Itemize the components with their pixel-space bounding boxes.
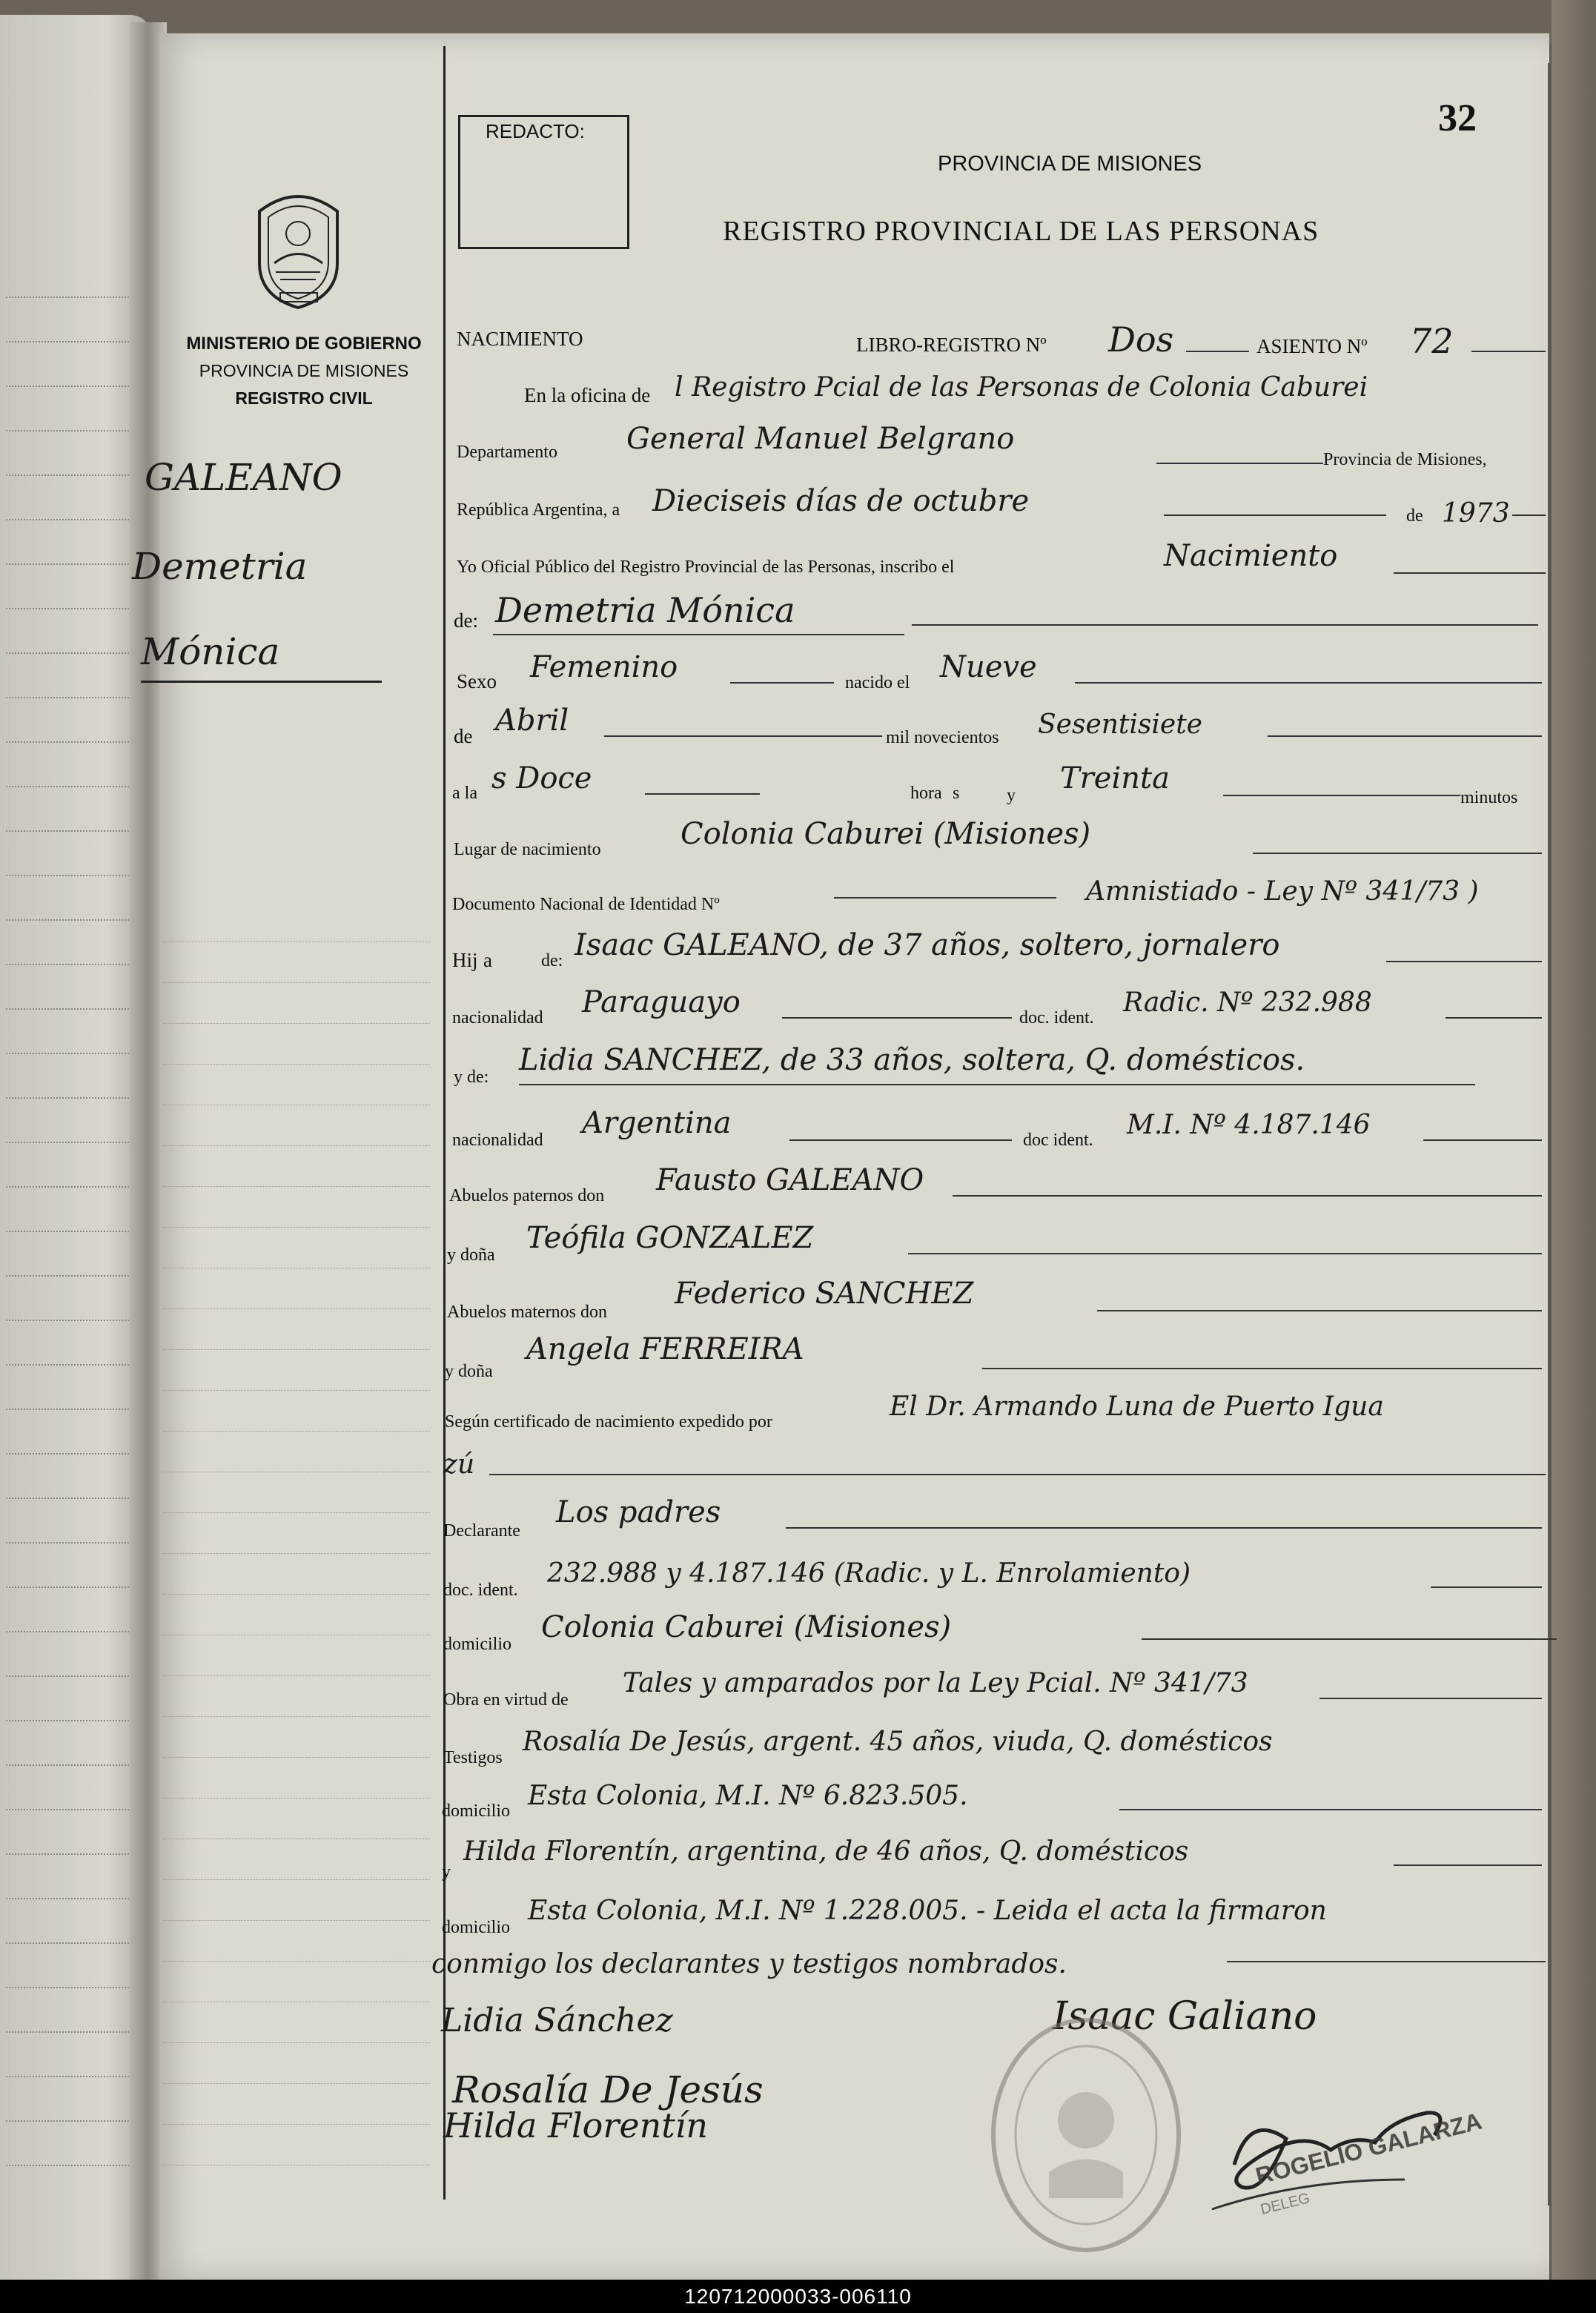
page-rule (6, 297, 147, 298)
margin-second-name: Mónica (141, 630, 280, 673)
fill-line (1097, 1310, 1542, 1311)
mes-value: Abril (495, 704, 569, 738)
margin-rule (163, 1431, 430, 1432)
abuelo-mat-value: Federico SANCHEZ (675, 1277, 974, 1311)
fill-line (908, 1253, 1542, 1254)
margin-rule (163, 1023, 430, 1024)
page-rule (6, 2165, 147, 2166)
page-rule (6, 1008, 147, 1010)
fill-line (604, 735, 882, 737)
page-rule (6, 1275, 147, 1277)
asiento-label: ASIENTO Nº (1256, 335, 1368, 357)
fill-line (1423, 1139, 1542, 1141)
oficina-label: En la oficina de (524, 384, 651, 406)
margin-rule (163, 1961, 430, 1962)
page-rule (6, 519, 147, 520)
page-rule (6, 1097, 147, 1099)
nac1-label: nacionalidad (452, 1008, 543, 1028)
fill-line (1512, 514, 1546, 516)
fill-line (1394, 1864, 1542, 1866)
horas-label: hora (910, 784, 942, 803)
margin-rule (163, 1064, 430, 1065)
horas-suffix: s (953, 784, 960, 803)
registry-title: REGISTRO PROVINCIAL DE LAS PERSONAS (723, 216, 1319, 247)
provincia-label: Provincia de Misiones, (1323, 450, 1487, 469)
margin-rule (163, 1308, 430, 1309)
ministry-header (170, 330, 437, 412)
nac2-value: Argentina (582, 1106, 732, 1140)
margin-rule (163, 1879, 430, 1880)
dom2-value: Esta Colonia, M.I. Nº 1.228.005. - Leida el acta la firmaron (528, 1896, 1327, 1926)
libro-value: Dos (1108, 320, 1174, 360)
margin-first-name: Demetria (132, 545, 308, 588)
official-name-stamp: ROGELIO GALARZA (1253, 2107, 1485, 2190)
margin-rule (163, 1675, 430, 1676)
de-label: de (1406, 506, 1423, 526)
margin-rule (163, 1594, 430, 1595)
official-title-stamp: DELEG (1259, 2190, 1312, 2218)
province-title: PROVINCIA DE MISIONES (938, 152, 1202, 176)
margin-rule (163, 1145, 430, 1146)
fill-line (489, 1474, 1546, 1475)
fill-line (1431, 1586, 1542, 1588)
margin-surname: GALEANO (145, 456, 342, 499)
ala-label: a la (452, 784, 477, 803)
ydona1-label: y doña (447, 1245, 495, 1265)
right-border (1548, 63, 1549, 2206)
hora-value: s Doce (491, 761, 592, 795)
fill-line (1319, 1698, 1542, 1699)
fill-line (1386, 961, 1542, 962)
republica-label: República Argentina, a (457, 500, 620, 520)
fill-line (730, 682, 834, 684)
fill-line (1394, 572, 1546, 574)
abuelo-pat-value: Fausto GALEANO (656, 1163, 924, 1197)
lugar-label: Lugar de nacimiento (454, 840, 601, 859)
margin-rule (163, 1798, 430, 1799)
fill-line (953, 1195, 1542, 1197)
fill-line (519, 1084, 1475, 1085)
signature-mother: Lidia Sánchez (441, 2002, 673, 2039)
cierre-value: conmigo los declarantes y testigos nombrados. (431, 1949, 1067, 1979)
fill-line (1164, 514, 1386, 516)
official-stamp-icon (979, 1994, 1193, 2261)
fill-line (1471, 351, 1546, 352)
margin-rule (163, 1920, 430, 1921)
page-rule (6, 830, 147, 832)
record-type: NACIMIENTO (457, 328, 583, 350)
certificado-value2: zú (443, 1449, 475, 1480)
abuelos-pat-label: Abuelos paternos don (449, 1186, 605, 1205)
fill-line (1186, 351, 1249, 352)
margin-rule (163, 1716, 430, 1717)
fill-line (645, 793, 760, 795)
page-rule (6, 741, 147, 743)
testigo2-value: Hilda Florentín, argentina, de 46 años, Q. domésticos (463, 1836, 1189, 1867)
page-rule (6, 2120, 147, 2122)
page-rule (6, 1631, 147, 1632)
margin-rule (163, 1227, 430, 1228)
testigos-label: Testigos (443, 1748, 503, 1767)
year-value: 1973 (1442, 498, 1510, 529)
page-rule (6, 1764, 147, 1766)
page-rule (6, 341, 147, 343)
page-rule (6, 919, 147, 921)
certificado-value: El Dr. Armando Luna de Puerto Igua (890, 1392, 1384, 1422)
minutos-label: minutos (1460, 788, 1518, 807)
dom1-value: Esta Colonia, M.I. Nº 6.823.505. (528, 1781, 968, 1811)
fill-line (1119, 1809, 1542, 1810)
page-rule (6, 1853, 147, 1855)
dom1-label: domicilio (442, 1801, 510, 1821)
margin-rule (163, 1186, 430, 1187)
page-rule (6, 1542, 147, 1543)
margin-rule (163, 1512, 430, 1513)
page-rule (6, 430, 147, 431)
name-underline (493, 634, 904, 635)
page-rule (6, 1320, 147, 1321)
page-rule (6, 474, 147, 476)
signature-father: Isaac Galiano (1053, 1994, 1317, 2039)
document-code: 120712000033-006110 (684, 2284, 912, 2308)
obra-label: Obra en virtud de (443, 1690, 569, 1710)
page-rule (6, 1942, 147, 1944)
inscribo-value: Nacimiento (1164, 539, 1338, 573)
footer-bar (0, 2280, 1596, 2313)
margin-rule (163, 982, 430, 983)
dni-value: Amnistiado - Ley Nº 341/73 ) (1086, 876, 1479, 907)
page-rule (6, 1809, 147, 1810)
nombre-value: Demetria Mónica (495, 590, 795, 630)
signature-witness2: Hilda Florentín (443, 2105, 709, 2145)
hija-de-label: de: (541, 951, 563, 970)
doc2-value: M.I. Nº 4.187.146 (1127, 1110, 1371, 1140)
yde-label: y de: (454, 1068, 489, 1087)
page-rule (6, 1498, 147, 1499)
nac1-value: Paraguayo (582, 985, 741, 1019)
y2-label: y (442, 1862, 451, 1882)
margin-rule (163, 2042, 430, 2043)
page-rule (6, 1586, 147, 1588)
sexo-value: Femenino (530, 650, 678, 684)
fill-line (789, 1139, 1012, 1141)
fill-line (1268, 735, 1542, 737)
page-rule (6, 1720, 147, 1721)
fill-line (1156, 463, 1323, 464)
madre-value: Lidia SANCHEZ, de 33 años, soltera, Q. domésticos. (519, 1043, 1305, 1077)
page-rule (6, 697, 147, 698)
margin-rule (163, 1757, 430, 1758)
fill-line (1227, 1961, 1546, 1962)
signature-witness1: Rosalía De Jesús (452, 2068, 764, 2111)
ydona2-label: y doña (445, 1362, 493, 1381)
dia-value: Nueve (940, 650, 1037, 684)
libro-label: LIBRO-REGISTRO Nº (856, 334, 1047, 356)
page-rule (6, 1364, 147, 1366)
fill-line (1446, 1017, 1542, 1019)
page-rule (6, 2076, 147, 2077)
seal-icon (245, 182, 352, 311)
abuelos-mat-label: Abuelos maternos don (447, 1303, 607, 1322)
de2-label: de: (454, 609, 478, 632)
margin-rule (163, 2083, 430, 2084)
province-line: PROVINCIA DE MISIONES (199, 361, 409, 380)
doc2-label: doc ident. (1023, 1131, 1093, 1150)
page-rule (6, 563, 147, 565)
page-rule (6, 2031, 147, 2033)
declarante-value: Los padres (556, 1495, 721, 1529)
fill-line (1253, 853, 1542, 854)
page-rule (6, 1053, 147, 1054)
margin-rule (163, 1553, 430, 1554)
anio-value: Sesentisiete (1038, 709, 1202, 740)
margin-rule (163, 1349, 430, 1350)
fill-line (782, 1017, 1012, 1019)
fill-line (786, 1527, 1542, 1529)
asiento-value: 72 (1410, 321, 1454, 361)
docident-label: doc. ident. (443, 1581, 518, 1600)
margin-underline (141, 681, 382, 683)
page-rule (6, 1987, 147, 1988)
page-rule (6, 1186, 147, 1188)
departamento-label: Departamento (457, 443, 557, 462)
margin-rule (163, 1390, 430, 1391)
oficial-label: Yo Oficial Público del Registro Provincial de las Personas, inscribo el (457, 557, 955, 577)
domicilio-label: domicilio (443, 1635, 511, 1654)
dom2-label: domicilio (442, 1918, 510, 1937)
ministry-line: MINISTERIO DE GOBIERNO (186, 334, 422, 354)
fill-line (912, 624, 1538, 626)
page-rule (6, 608, 147, 609)
hija-label: Hij (452, 949, 478, 971)
page-rule (6, 1231, 147, 1232)
fill-line (1075, 682, 1542, 684)
fill-line (1142, 1638, 1557, 1640)
lugar-value: Colonia Caburei (Misiones) (681, 817, 1091, 851)
fill-line (982, 1368, 1542, 1369)
page-rule (6, 1409, 147, 1410)
obra-value: Tales y amparados por la Ley Pcial. Nº 341/73 (623, 1668, 1248, 1698)
mil-label: mil novecientos (886, 728, 999, 747)
dni-label: Documento Nacional de Identidad Nº (452, 895, 720, 914)
book-cover-right (1552, 0, 1596, 2280)
docident-value: 232.988 y 4.187.146 (Radic. y L. Enrolamiento) (547, 1558, 1191, 1589)
sexo-label: Sexo (457, 670, 497, 692)
page-number: 32 (1438, 97, 1477, 139)
padre-value: Isaac GALEANO, de 37 años, soltero, jornalero (575, 928, 1280, 962)
page-rule (6, 652, 147, 654)
fill-line (834, 897, 1056, 899)
hija-suffix: a (483, 949, 492, 971)
nac2-label: nacionalidad (452, 1131, 543, 1150)
domicilio-value: Colonia Caburei (Misiones) (541, 1610, 952, 1644)
doc1-label: doc. ident. (1019, 1008, 1094, 1028)
fill-line (1223, 795, 1460, 796)
margin-rule (163, 2124, 430, 2125)
abuela-mat-value: Angela FERREIRA (526, 1332, 804, 1366)
nacido-label: nacido el (845, 673, 910, 692)
page-rule (6, 1898, 147, 1899)
departamento-value: General Manuel Belgrano (626, 422, 1015, 456)
redacto-label: REDACTO: (486, 120, 585, 142)
civil-registry-line: REGISTRO CIVIL (235, 388, 373, 408)
y-label: y (1007, 786, 1016, 805)
page-rule (6, 1453, 147, 1455)
page-rule (6, 786, 147, 787)
oficina-value: l Registro Pcial de las Personas de Colonia Caburei (675, 372, 1368, 403)
declarante-label: Declarante (443, 1521, 520, 1541)
doc1-value: Radic. Nº 232.988 (1123, 987, 1372, 1018)
fecha-value: Dieciseis días de octubre (652, 484, 1030, 518)
testigo1-value: Rosalía De Jesús, argent. 45 años, viuda, Q. domésticos (523, 1727, 1273, 1757)
de3-label: de (454, 725, 473, 747)
page-rule (6, 1142, 147, 1143)
minutos-value: Treinta (1060, 761, 1170, 795)
page-rule (6, 386, 147, 387)
abuela-pat-value: Teófila GONZALEZ (526, 1221, 814, 1255)
page-rule (6, 964, 147, 965)
certificado-label: Según certificado de nacimiento expedido por (445, 1412, 772, 1432)
page-rule (6, 875, 147, 876)
page-rule (6, 1675, 147, 1677)
